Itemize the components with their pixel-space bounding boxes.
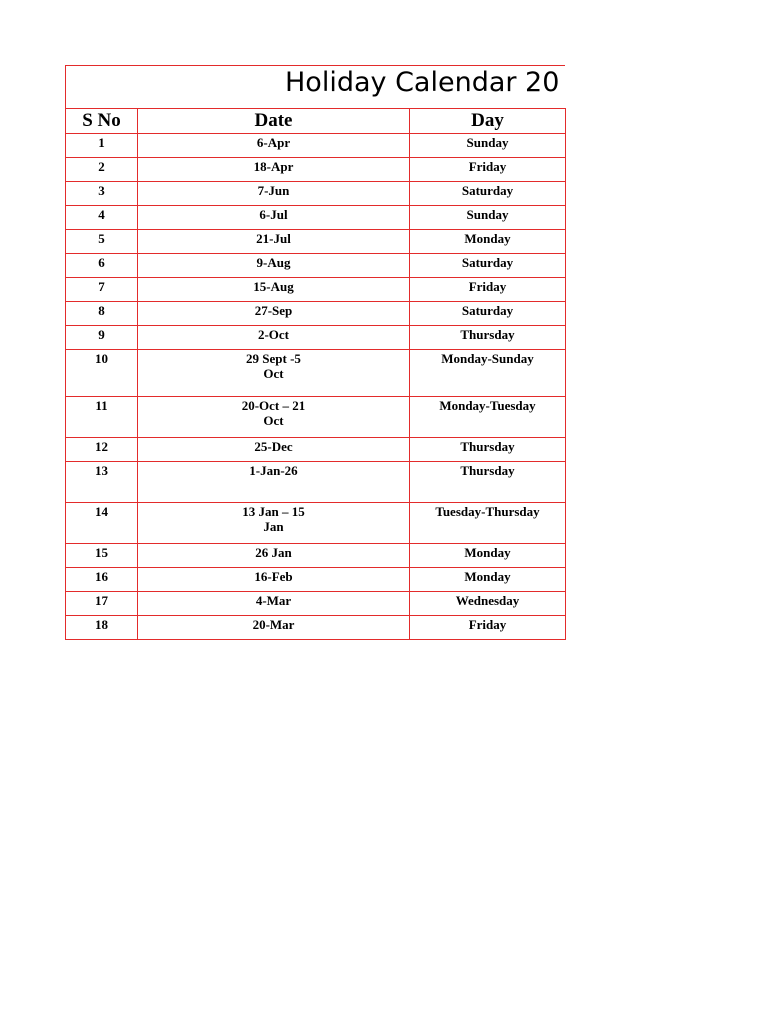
holiday-table bbox=[65, 108, 566, 640]
day-cell: Monday-Sunday bbox=[410, 350, 566, 397]
day-cell: Monday-Tuesday bbox=[410, 397, 566, 438]
day-cell: Monday bbox=[410, 544, 566, 568]
table-row bbox=[66, 568, 566, 592]
day-cell: Friday bbox=[410, 278, 566, 302]
date-text: 1-Jan-26 bbox=[249, 463, 298, 478]
date-text: 6-Apr bbox=[256, 135, 291, 150]
sno-cell: 9 bbox=[66, 326, 138, 350]
date-cell bbox=[138, 462, 410, 503]
date-cell bbox=[138, 278, 410, 302]
day-cell: Thursday bbox=[410, 438, 566, 462]
table-row bbox=[66, 158, 566, 182]
sno-cell: 2 bbox=[66, 158, 138, 182]
day-cell: Friday bbox=[410, 616, 566, 640]
sno-cell: 3 bbox=[66, 182, 138, 206]
header-row bbox=[66, 109, 566, 134]
date-cell bbox=[138, 134, 410, 158]
sno-cell: 16 bbox=[66, 568, 138, 592]
sno-cell: 4 bbox=[66, 206, 138, 230]
table-row bbox=[66, 397, 566, 438]
date-text: 4-Mar bbox=[255, 593, 292, 608]
date-text: 6-Jul bbox=[259, 207, 288, 222]
date-text: 21-Jul bbox=[256, 231, 291, 246]
day-cell: Monday bbox=[410, 230, 566, 254]
date-cell bbox=[138, 254, 410, 278]
sno-cell: 17 bbox=[66, 592, 138, 616]
table-row bbox=[66, 503, 566, 544]
date-cell bbox=[138, 182, 410, 206]
date-text: 15-Aug bbox=[253, 279, 294, 294]
title-row bbox=[65, 65, 565, 108]
table-row bbox=[66, 438, 566, 462]
date-cell bbox=[138, 568, 410, 592]
sno-cell: 10 bbox=[66, 350, 138, 397]
day-cell: Tuesday-Thursday bbox=[410, 503, 566, 544]
day-cell: Monday bbox=[410, 568, 566, 592]
date-text: 26 Jan bbox=[255, 545, 292, 560]
date-cell bbox=[138, 158, 410, 182]
sno-cell: 11 bbox=[66, 397, 138, 438]
sno-cell: 7 bbox=[66, 278, 138, 302]
date-cell bbox=[138, 206, 410, 230]
sno-cell: 1 bbox=[66, 134, 138, 158]
table-row bbox=[66, 326, 566, 350]
table-row bbox=[66, 592, 566, 616]
header-sno: S No bbox=[66, 109, 138, 134]
day-cell: Saturday bbox=[410, 182, 566, 206]
date-cell bbox=[138, 592, 410, 616]
sno-cell: 12 bbox=[66, 438, 138, 462]
date-cell bbox=[138, 350, 410, 397]
day-cell: Thursday bbox=[410, 462, 566, 503]
date-text: 9-Aug bbox=[256, 255, 291, 270]
date-cell bbox=[138, 230, 410, 254]
date-cell bbox=[138, 503, 410, 544]
date-text: 20-Oct – 21 Oct bbox=[241, 398, 306, 428]
table-row bbox=[66, 462, 566, 503]
table-row bbox=[66, 206, 566, 230]
date-text: 13 Jan – 15 Jan bbox=[242, 504, 305, 534]
date-text: 29 Sept -5 Oct bbox=[246, 351, 301, 381]
header-date: Date bbox=[138, 109, 410, 134]
day-cell: Saturday bbox=[410, 254, 566, 278]
day-cell: Thursday bbox=[410, 326, 566, 350]
sno-cell: 8 bbox=[66, 302, 138, 326]
date-text: 18-Apr bbox=[253, 159, 294, 174]
table-row bbox=[66, 230, 566, 254]
header-day: Day bbox=[410, 109, 566, 134]
day-cell: Saturday bbox=[410, 302, 566, 326]
date-cell bbox=[138, 616, 410, 640]
sno-cell: 15 bbox=[66, 544, 138, 568]
day-cell: Friday bbox=[410, 158, 566, 182]
table-row bbox=[66, 350, 566, 397]
table-row bbox=[66, 616, 566, 640]
date-text: 25-Dec bbox=[254, 439, 293, 454]
date-cell bbox=[138, 326, 410, 350]
sno-cell: 6 bbox=[66, 254, 138, 278]
date-text: 27-Sep bbox=[254, 303, 293, 318]
sheet-title: Holiday Calendar 20 bbox=[285, 67, 560, 98]
sno-cell: 18 bbox=[66, 616, 138, 640]
sno-cell: 13 bbox=[66, 462, 138, 503]
date-cell bbox=[138, 397, 410, 438]
table-row bbox=[66, 134, 566, 158]
date-text: 7-Jun bbox=[257, 183, 290, 198]
date-cell bbox=[138, 544, 410, 568]
sno-cell: 5 bbox=[66, 230, 138, 254]
date-cell bbox=[138, 302, 410, 326]
sno-cell: 14 bbox=[66, 503, 138, 544]
day-cell: Sunday bbox=[410, 134, 566, 158]
date-text: 2-Oct bbox=[257, 327, 290, 342]
date-text: 16-Feb bbox=[254, 569, 293, 584]
table-row bbox=[66, 182, 566, 206]
table-row bbox=[66, 254, 566, 278]
date-cell bbox=[138, 438, 410, 462]
table-row bbox=[66, 302, 566, 326]
table-row bbox=[66, 278, 566, 302]
date-text: 20-Mar bbox=[252, 617, 295, 632]
table-row bbox=[66, 544, 566, 568]
holiday-calendar-sheet bbox=[65, 65, 565, 632]
day-cell: Wednesday bbox=[410, 592, 566, 616]
day-cell: Sunday bbox=[410, 206, 566, 230]
